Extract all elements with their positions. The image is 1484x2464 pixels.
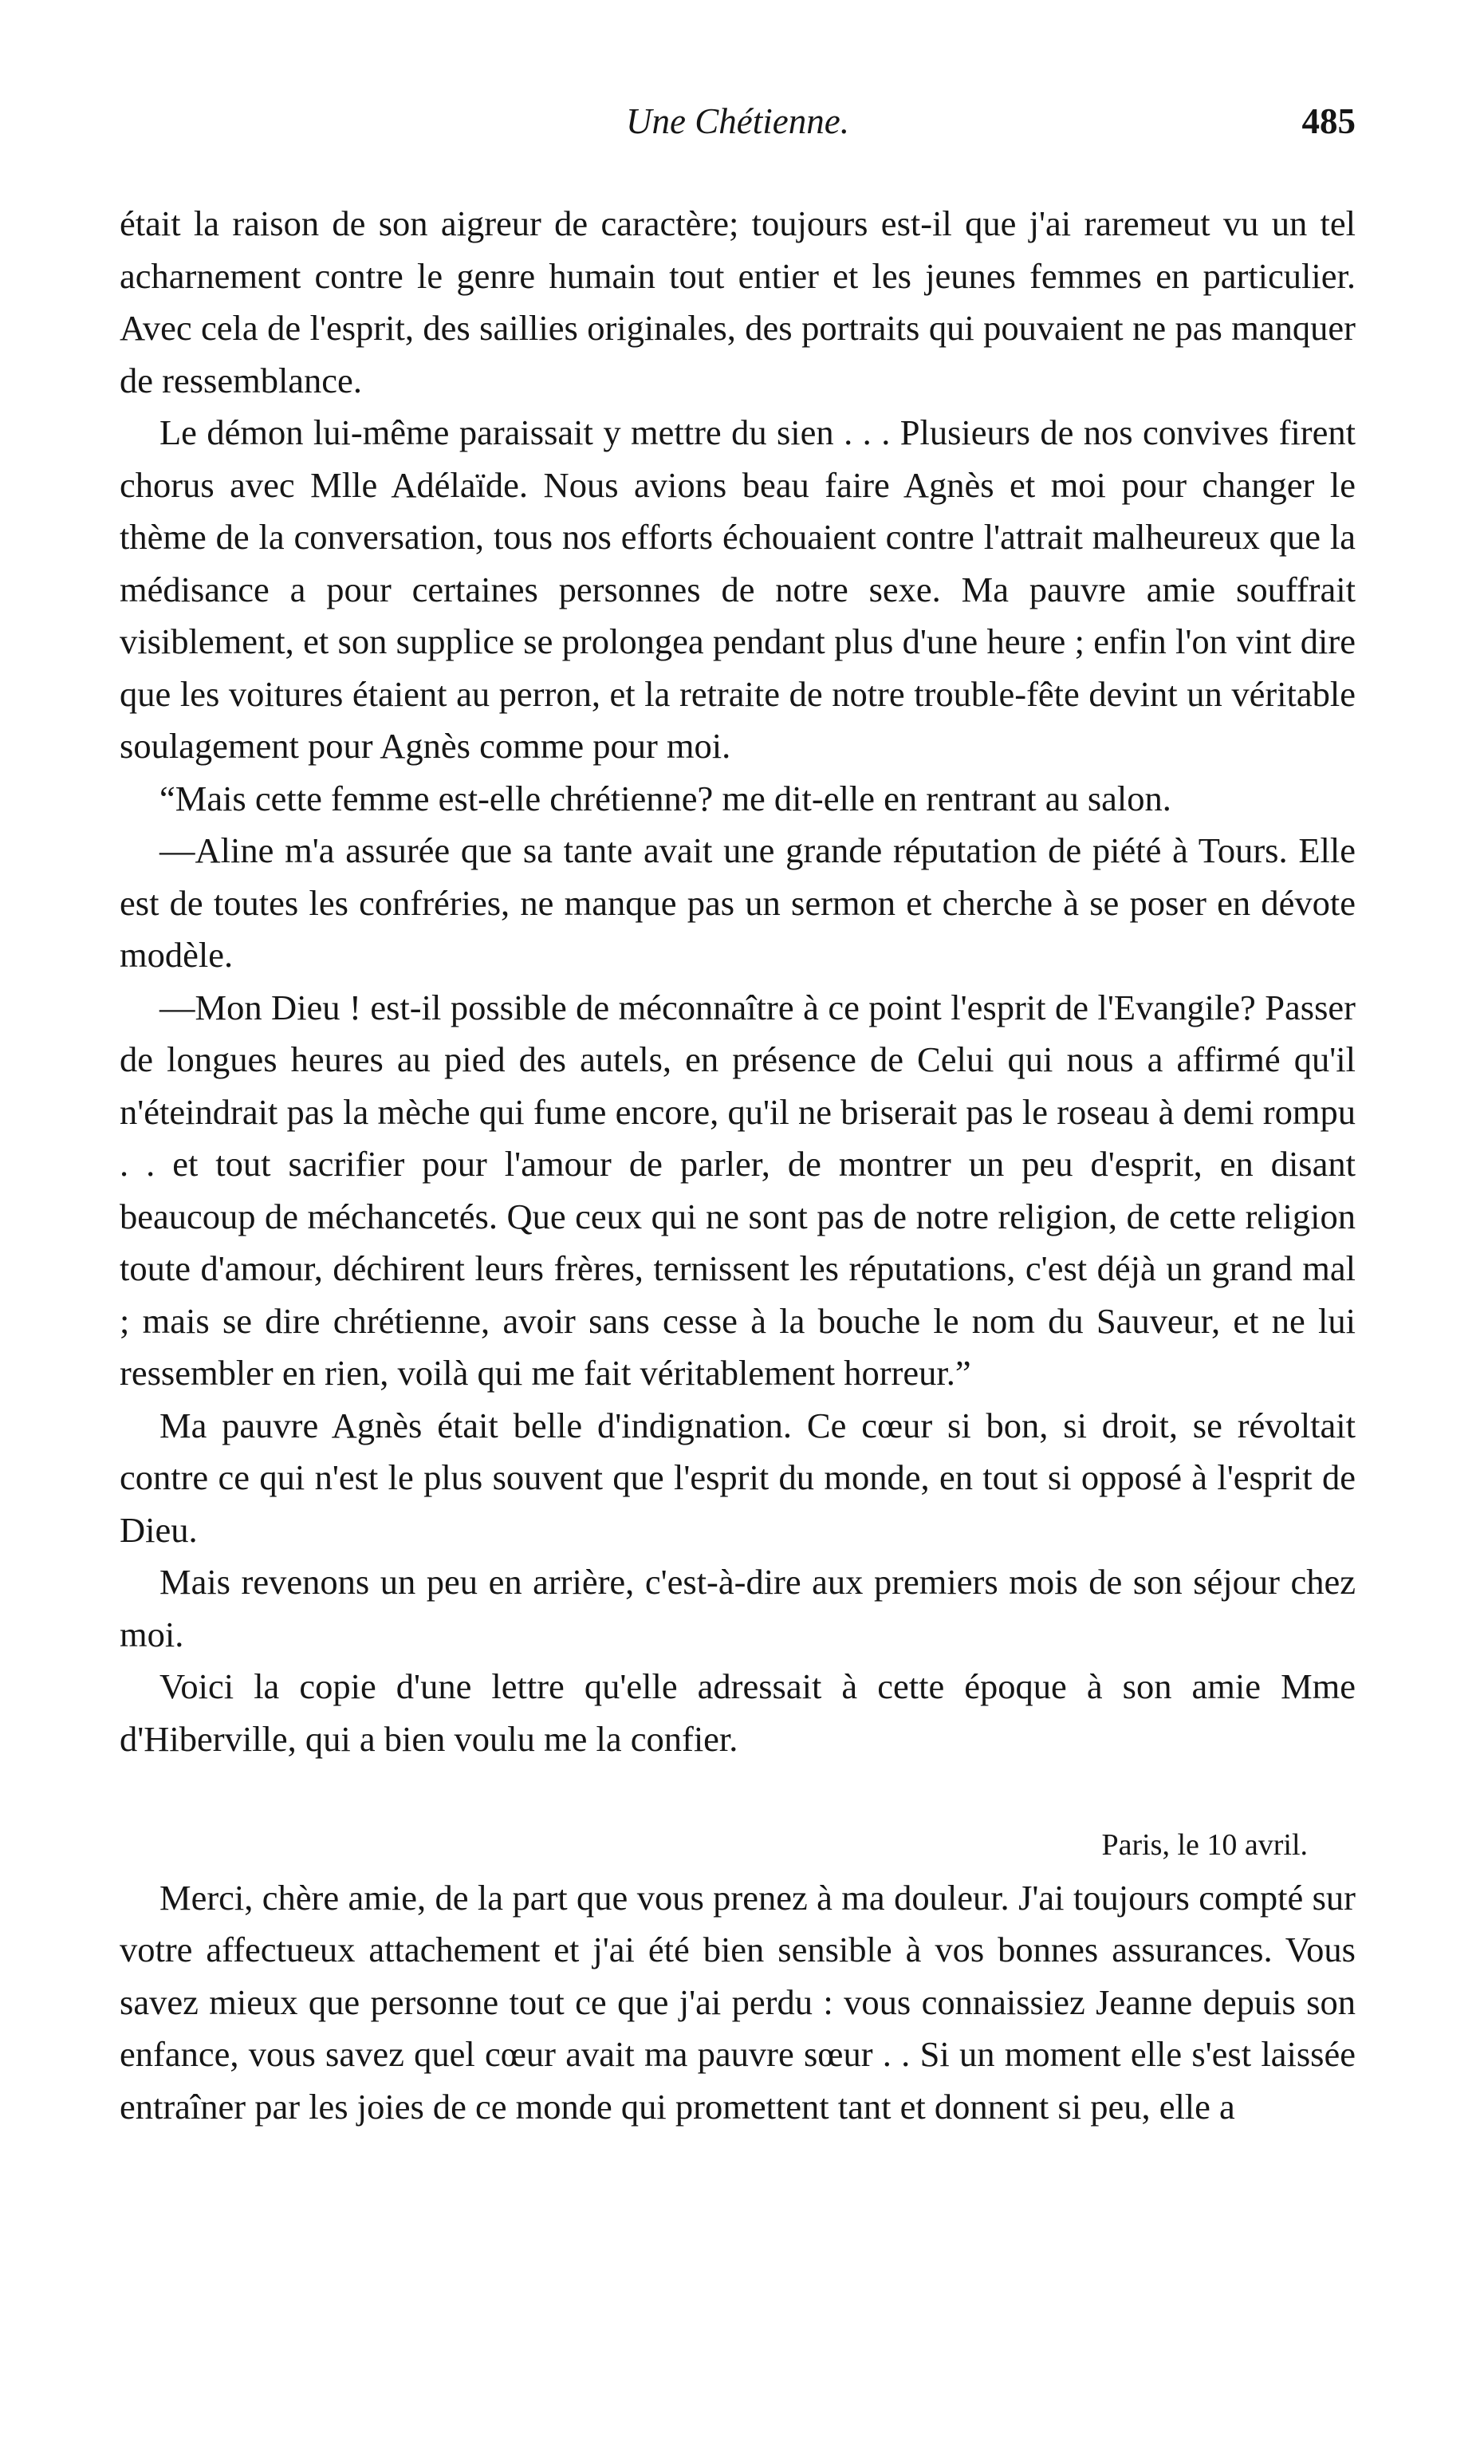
page-header (120, 94, 1356, 158)
paragraph-dialogue: —Aline m'a assurée que sa tante avait une grande réputation de piété à Tours. Elle est de toutes les confréries, ne manque pas un sermon et cherche à se poser en dévote modèle. (120, 830, 1356, 975)
book-page (120, 0, 1356, 2464)
paragraph-continuation: était la raison de son aigreur de caractère; toujours est-il que j'ai raremeut vu un tel acharnement contre le genre humain tout entier et les jeunes femmes en particulier. Avec cela de l'esprit, des saillies originales, des portraits qui pouvaient ne pas manquer de ressemblance. (120, 203, 1356, 400)
paragraph: Le démon lui-même paraissait y mettre du sien . . . Plusieurs de nos convives firent chorus avec Mlle Adélaïde. Nous avions beau faire Agnès et moi pour changer le thème de la conversation, tous nos efforts échouaient contre l'attrait malheureux que la médisance a pour certaines personnes de notre sexe. Ma pauvre amie souffrait visiblement, et son supplice se prolongea pendant plus d'une heure ; enfin l'on vint dire que les voitures étaient au perron, et la retraite de notre trouble-fête devint un véritable soulagement pour Agnès comme pour moi. (120, 412, 1356, 766)
letter-paragraph: Merci, chère amie, de la part que vous prenez à ma douleur. J'ai toujours compté sur votre affectueux attachement et j'ai été bien sensible à vos bonnes assurances. Vous savez mieux que personne tout ce que j'ai perdu : vous connaissiez Jeanne depuis son enfance, vous savez quel cœur avait ma pauvre sœur . . Si un moment elle s'est laissée entraîner par les joies de ce monde qui promettent tant et donnent si peu, elle a (120, 1877, 1356, 2127)
page-number: 485 (1301, 101, 1356, 141)
paragraph: Mais revenons un peu en arrière, c'est-à-dire aux premiers mois de son séjour chez moi. (120, 1562, 1356, 1654)
running-title: Une Chétienne. (626, 101, 849, 141)
paragraph: Ma pauvre Agnès était belle d'indignation. Ce cœur si bon, si droit, se révoltait contre ce qui n'est le plus souvent que l'esprit du monde, en tout si opposé à l'esprit de Dieu. (120, 1405, 1356, 1550)
letter-dateline: Paris, le 10 avril. (1101, 1828, 1308, 1862)
paragraph-dialogue: “Mais cette femme est-elle chrétienne? me dit-elle en rentrant au salon. (159, 778, 1171, 818)
section-gap (120, 1765, 1356, 1819)
paragraph: Voici la copie d'une lettre qu'elle adressait à cette époque à son amie Mme d'Hiberville, qui a bien voulu me la confier. (120, 1666, 1356, 1759)
body-text (120, 198, 1356, 2133)
paragraph-dialogue: —Mon Dieu ! est-il possible de méconnaître à ce point l'esprit de l'Evangile? Passer de longues heures au pied des autels, en présence de Celui qui nous a affirmé qu'il n'éteindrait pas la mèche qui fume encore, qu'il ne briserait pas le roseau à demi rompu . . et tout sacrifier pour l'amour de parler, de montrer un peu d'esprit, en disant beaucoup de méchancetés. Que ceux qui ne sont pas de notre religion, de cette religion toute d'amour, déchirent leurs frères, ternissent les réputations, c'est déjà un grand mal ; mais se dire chrétienne, avoir sans cesse à la bouche le nom du Sauveur, et ne lui ressembler en rien, voilà qui me fait véritablement horreur.” (120, 987, 1356, 1393)
